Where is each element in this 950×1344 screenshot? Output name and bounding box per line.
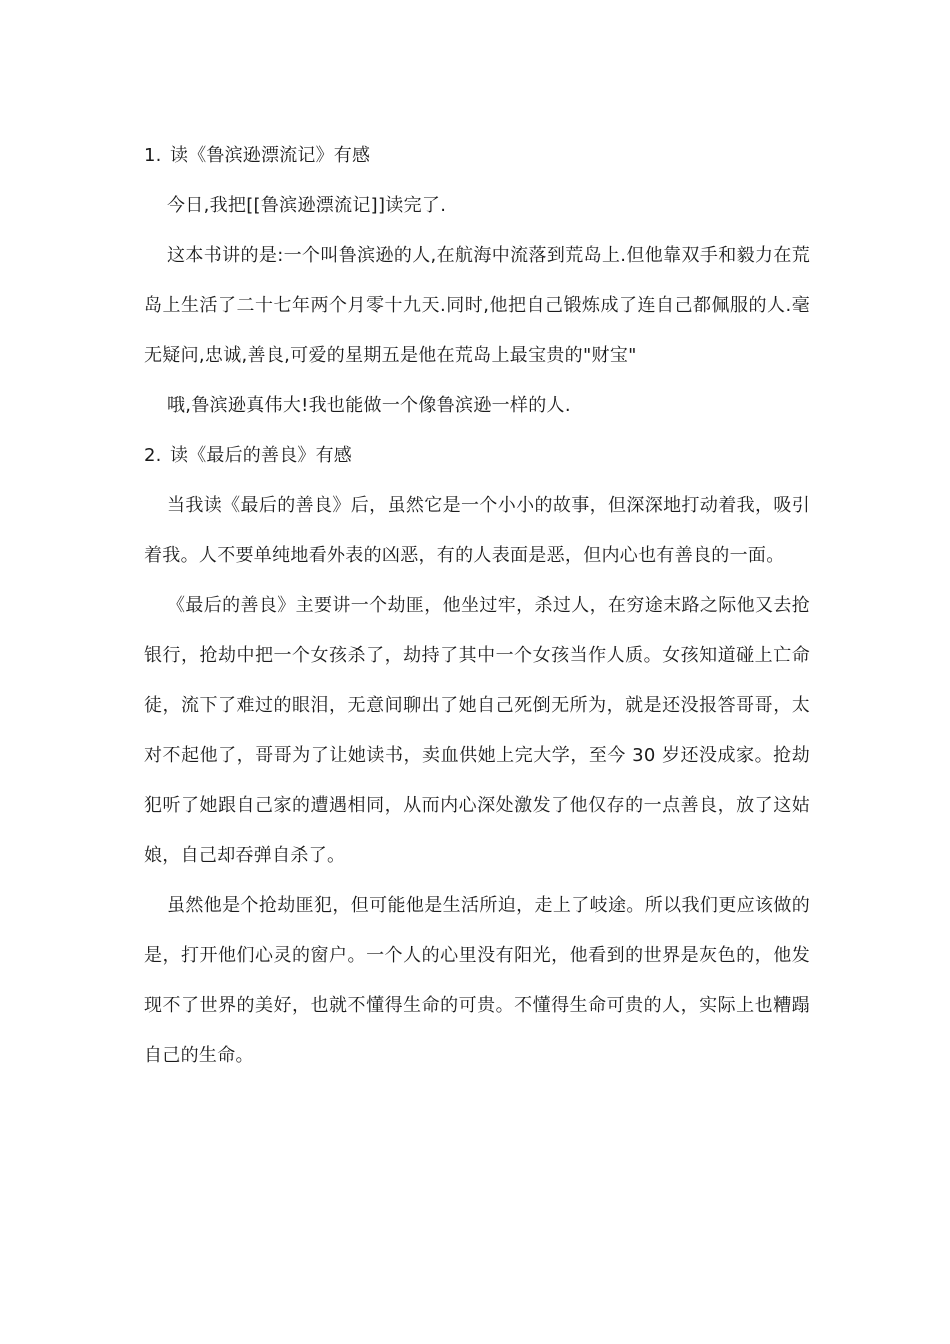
paragraph: 这本书讲的是:一个叫鲁滨逊的人,在航海中流落到荒岛上.但他靠双手和毅力在荒岛上生活了二十七年两个月零十九天.同时,他把自己锻炼成了连自己都佩服的人.毫无疑问,忠诚,善良,可爱的星期五是他在荒岛上最宝贵的"财宝" (144, 245, 810, 366)
section-title: 读《鲁滨逊漂流记》有感 (170, 145, 371, 166)
section-number: 1. (144, 145, 162, 166)
paragraph: 哦,鲁滨逊真伟大!我也能做一个像鲁滨逊一样的人. (167, 395, 571, 416)
document-body (144, 131, 810, 1081)
paragraph: 《最后的善良》主要讲一个劫匪，他坐过牢，杀过人，在穷途末路之际他又去抢银行，抢劫中把一个女孩杀了，劫持了其中一个女孩当作人质。女孩知道碰上亡命徒，流下了难过的眼泪，无意间聊出了她自己死倒无所为，就是还没报答哥哥，太对不起他了，哥哥为了让她读书，卖血供她上完大学，至今 30 岁还没成家。抢劫犯听了她跟自己家的遭遇相同，从而内心深处激发了他仅存的一点善良，放了这姑娘，自己却吞弹自杀了。 (144, 595, 810, 866)
section-heading-2 (144, 431, 810, 481)
paragraph: 今日,我把[[鲁滨逊漂流记]]读完了. (167, 195, 447, 216)
paragraph: 当我读《最后的善良》后，虽然它是一个小小的故事，但深深地打动着我，吸引着我。人不要单纯地看外表的凶恶，有的人表面是恶，但内心也有善良的一面。 (144, 495, 810, 566)
paragraph: 虽然他是个抢劫匪犯，但可能他是生活所迫，走上了岐途。所以我们更应该做的是，打开他们心灵的窗户。一个人的心里没有阳光，他看到的世界是灰色的，他发现不了世界的美好，也就不懂得生命的可贵。不懂得生命可贵的人，实际上也糟蹋自己的生命。 (144, 895, 810, 1066)
section-title: 读《最后的善良》有感 (170, 445, 352, 466)
section-number: 2. (144, 445, 162, 466)
section-heading-1 (144, 131, 810, 181)
